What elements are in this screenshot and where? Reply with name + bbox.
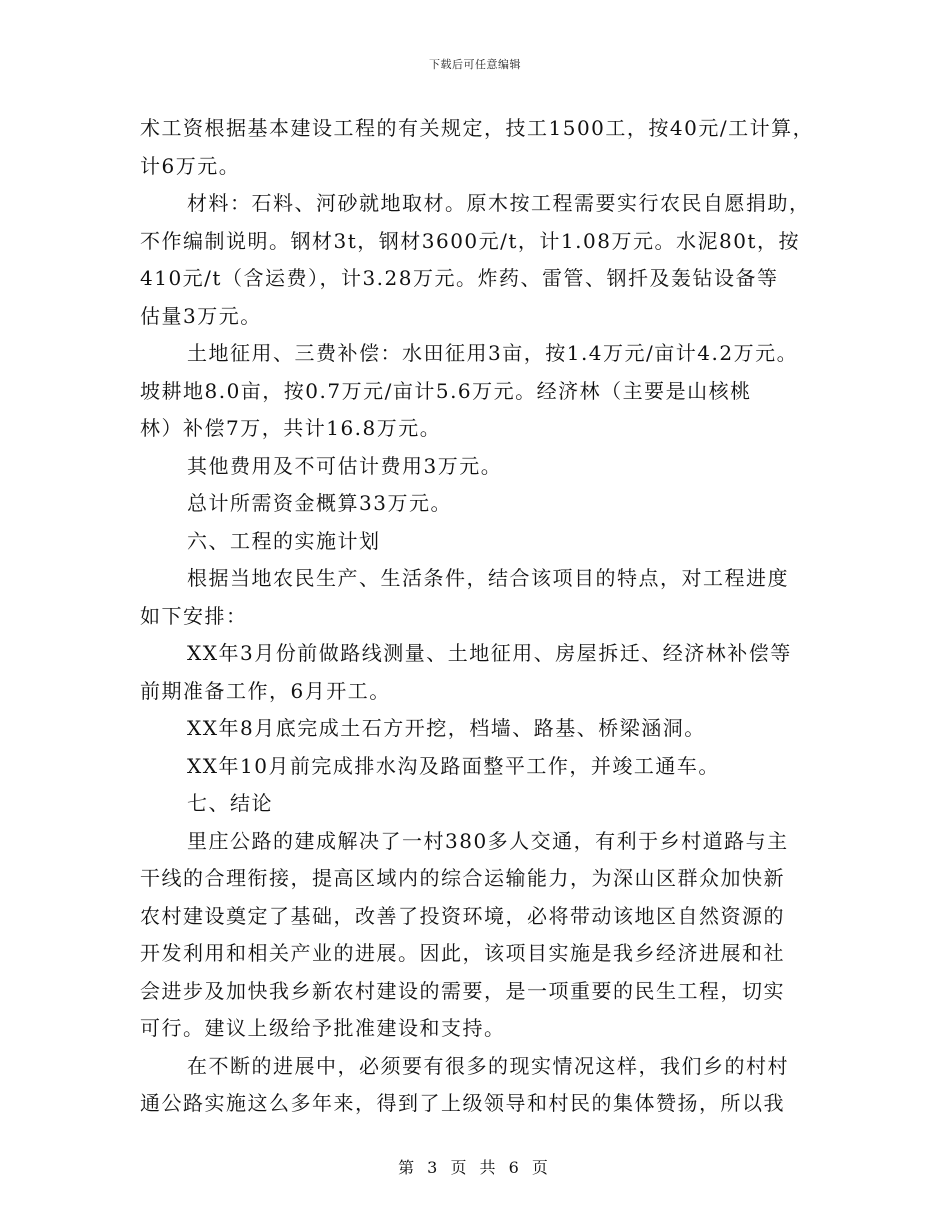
text-line: 其他费用及不可估计费用3万元。	[187, 453, 503, 478]
text-line: 七、结论	[187, 791, 273, 815]
text-line: 六、工程的实施计划	[187, 528, 381, 553]
text-line: 术工资根据基本建设工程的有关规定，技工1500工，按40元/工计算，	[140, 116, 815, 140]
text-line: 开发利用和相关产业的进展。因此，该项目实施是我乡经济进展和社	[140, 941, 785, 965]
text-line: 材料：石料、河砂就地取材。原木按工程需要实行农民自愿捐助，	[187, 191, 811, 215]
text-line: 计6万元。	[140, 153, 241, 178]
text-line: XX年8月底完成土石方开挖，档墙、路基、桥梁涵洞。	[187, 716, 706, 740]
text-line: 在不断的进展中，必须要有很多的现实情况这样，我们乡的村村	[187, 1053, 789, 1078]
text-line: 不作编制说明。钢材3t，钢材3600元/t，计1.08万元。水泥80t，按	[140, 228, 800, 253]
text-line: 根据当地农民生产、生活条件，结合该项目的特点，对工程进度	[187, 566, 789, 590]
text-line: 总计所需资金概算33万元。	[187, 491, 452, 515]
text-line: 干线的合理衔接，提高区域内的综合运输能力，为深山区群众加快新	[140, 866, 785, 890]
text-line: 坡耕地8.0亩，按0.7万元/亩计5.6万元。经济林（主要是山核桃	[140, 378, 752, 403]
text-line: 农村建设奠定了基础，改善了投资环境，必将带动该地区自然资源的	[140, 903, 785, 928]
text-line: 通公路实施这么多年来，得到了上级领导和村民的集体赞扬，所以我	[140, 1091, 785, 1115]
text-line: 估量3万元。	[140, 303, 262, 328]
page-footer: 第 3 页 共 6 页	[398, 1158, 552, 1177]
text-line: XX年3月份前做路线测量、土地征用、房屋拆迁、经济林补偿等	[187, 641, 792, 665]
text-line: 如下安排：	[140, 603, 248, 628]
page-header: 下载后可任意编辑	[429, 58, 521, 71]
body-text	[140, 110, 815, 1123]
text-line: 林）补偿7万，共计16.8万元。	[140, 416, 442, 440]
text-line: XX年10月前完成排水沟及路面整平工作，并竣工通车。	[187, 753, 720, 778]
text-line: 前期准备工作，6月开工。	[140, 678, 391, 703]
text-line: 410元/t（含运费），计3.28万元。炸药、雷管、钢扦及轰钻设备等	[140, 266, 779, 290]
text-line: 土地征用、三费补偿：水田征用3亩，按1.4万元/亩计4.2万元。	[187, 341, 799, 365]
text-line: 会进步及加快我乡新农村建设的需要，是一项重要的民生工程，切实	[140, 978, 785, 1003]
text-line: 里庄公路的建成解决了一村380多人交通，有利于乡村道路与主	[187, 828, 789, 853]
text-line: 可行。建议上级给予批准建设和支持。	[140, 1016, 506, 1040]
